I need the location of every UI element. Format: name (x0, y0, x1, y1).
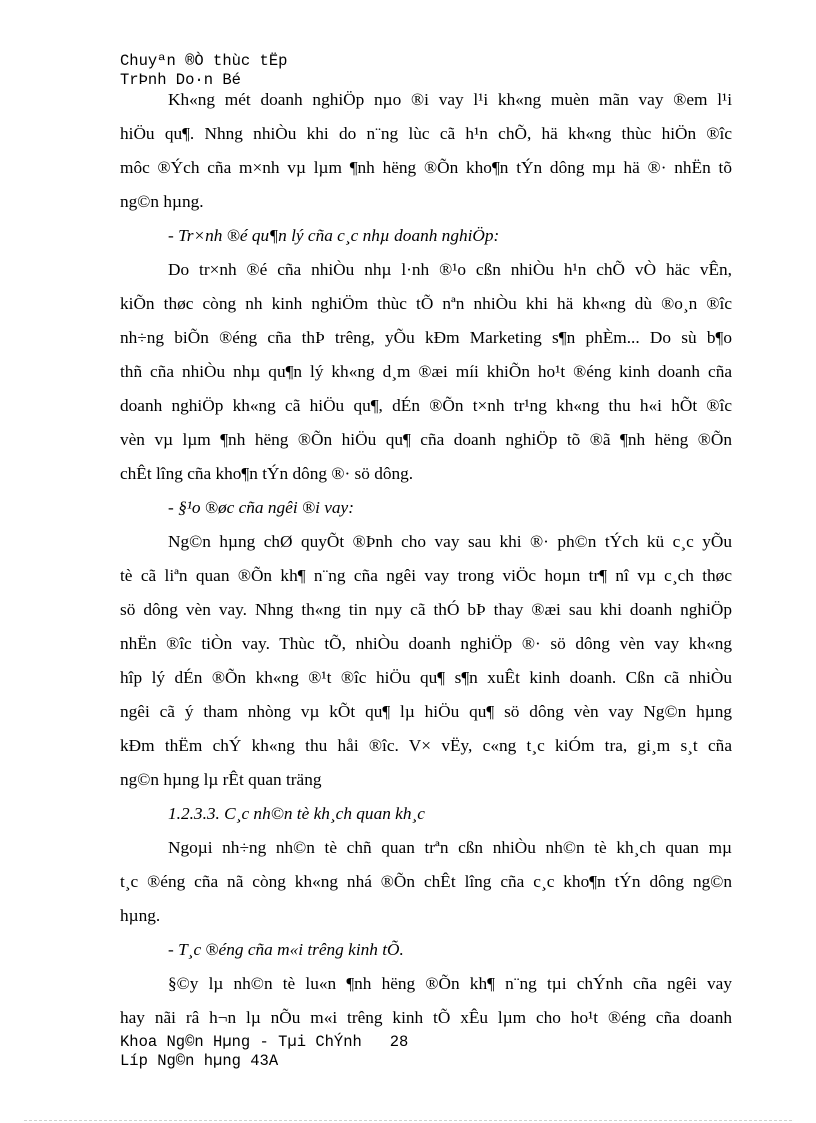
footer-line-2: Líp Ng©n hµng 43A (120, 1052, 279, 1070)
paragraph-line: kiÕn thøc còng nh kinh nghiÖm thùc tÕ nªn nhiÒu khi hä kh«ng dù ®o¸n ®îc (120, 294, 732, 313)
paragraph-line: thñ cña nhiÒu nhµ qu¶n lý kh«ng d¸m ®æi míi khiÕn ho¹t ®éng kinh doanh cña (120, 362, 732, 381)
paragraph-line: sö dông vèn vay. Nhng th«ng tin nµy cã thÓ bÞ thay ®æi sau khi doanh nghiÖp (120, 600, 732, 619)
paragraph-line: ng©n hµng lµ rÊt quan träng (120, 770, 322, 789)
subsection-heading: 1.2.3.3. C¸c nh©n tè kh¸ch quan kh¸c (168, 804, 425, 823)
section-heading: - §¹o ®øc cña ngêi ®i vay: (168, 498, 354, 517)
paragraph-line: t¸c ®éng cña nã còng kh«ng nhá ®Õn chÊt lîng cña c¸c kho¶n tÝn dông ng©n (120, 872, 732, 891)
paragraph-line: doanh nghiÖp kh«ng cã hiÖu qu¶, dÉn ®Õn t×nh tr¹ng kh«ng thu h«i hÕt ®îc (120, 396, 732, 415)
paragraph-line: hay nãi râ h¬n lµ nÕu m«i trêng kinh tÕ xÊu lµm cho ho¹t ®éng cña doanh (120, 1008, 732, 1027)
paragraph-line: hiÖu qu¶. Nhng nhiÒu khi do n¨ng lùc cã h¹n chÕ, hä kh«ng thùc hiÖn ®îc (120, 124, 732, 143)
paragraph-line: ng©n hµng. (120, 192, 204, 211)
page-header (120, 52, 287, 90)
paragraph-line: hîp lý dÉn ®Õn kh«ng ®¹t ®îc hiÖu qu¶ s¶n xuÊt kinh doanh. Cßn cã nhiÒu (120, 668, 732, 687)
paragraph-line: nhËn ®îc tiÒn vay. Thùc tÕ, nhiÒu doanh nghiÖp ®· sö dông vèn vay kh«ng (120, 634, 732, 653)
section-heading: - Tr×nh ®é qu¶n lý cña c¸c nhµ doanh nghiÖp: (168, 226, 500, 245)
paragraph-line: Ngoµi nh÷ng nh©n tè chñ quan trªn cßn nhiÒu nh©n tè kh¸ch quan mµ (168, 838, 732, 857)
paragraph-line: tè cã liªn quan ®Õn kh¶ n¨ng cña ngêi vay trong viÖc hoµn tr¶ nî vµ c¸ch thøc (120, 566, 732, 585)
footer-line-1: Khoa Ng©n Hµng - Tµi ChÝnh 28 (120, 1033, 409, 1051)
paragraph-line: Do tr×nh ®é cña nhiÒu nhµ l·nh ®¹o cßn nhiÒu h¹n chÕ vÒ häc vÊn, (168, 260, 732, 279)
paragraph-line: môc ®Ých cña m×nh vµ lµm ¶nh hëng ®Õn kho¶n tÝn dông mµ hä ®· nhËn tõ (120, 158, 732, 177)
paragraph-line: nh÷ng biÕn ®éng cña thÞ trêng, yÕu kÐm Marketing s¶n phÈm... Do sù b¶o (120, 328, 732, 347)
paragraph-line: §©y lµ nh©n tè lu«n ¶nh hëng ®Õn kh¶ n¨ng tµi chÝnh cña ngêi vay (168, 974, 732, 993)
paragraph-line: vèn vµ lµm ¶nh hëng ®Õn hiÖu qu¶ cña doanh nghiÖp tõ ®ã ¶nh hëng ®Õn (120, 430, 732, 449)
paragraph-line: kÐm thËm chÝ kh«ng thu håi ®îc. V× vËy, c«ng t¸c kiÓm tra, gi¸m s¸t cña (120, 736, 732, 755)
paragraph-line: ngêi cã ý tham nhòng vµ kÕt qu¶ lµ hiÖu qu¶ sö dông vèn vay Ng©n hµng (120, 702, 732, 721)
paragraph-line: chÊt lîng cña kho¶n tÝn dông ®· sö dông. (120, 464, 414, 483)
header-line-2: TrÞnh Do·n Bé (120, 71, 241, 89)
paragraph-line: Ng©n hµng chØ quyÕt ®Þnh cho vay sau khi ®· ph©n tÝch kü c¸c yÕu (168, 532, 732, 551)
paragraph-line: Kh«ng mét doanh nghiÖp nµo ®i vay l¹i kh«ng muèn mãn vay ®em l¹i (168, 90, 732, 109)
section-heading: - T¸c ®éng cña m«i trêng kinh tÕ. (168, 940, 404, 959)
paragraph-line: hµng. (120, 906, 161, 925)
page-bottom-divider (24, 1120, 792, 1121)
page-footer (120, 1033, 408, 1071)
header-line-1: Chuyªn ®Ò thùc tËp (120, 52, 288, 70)
